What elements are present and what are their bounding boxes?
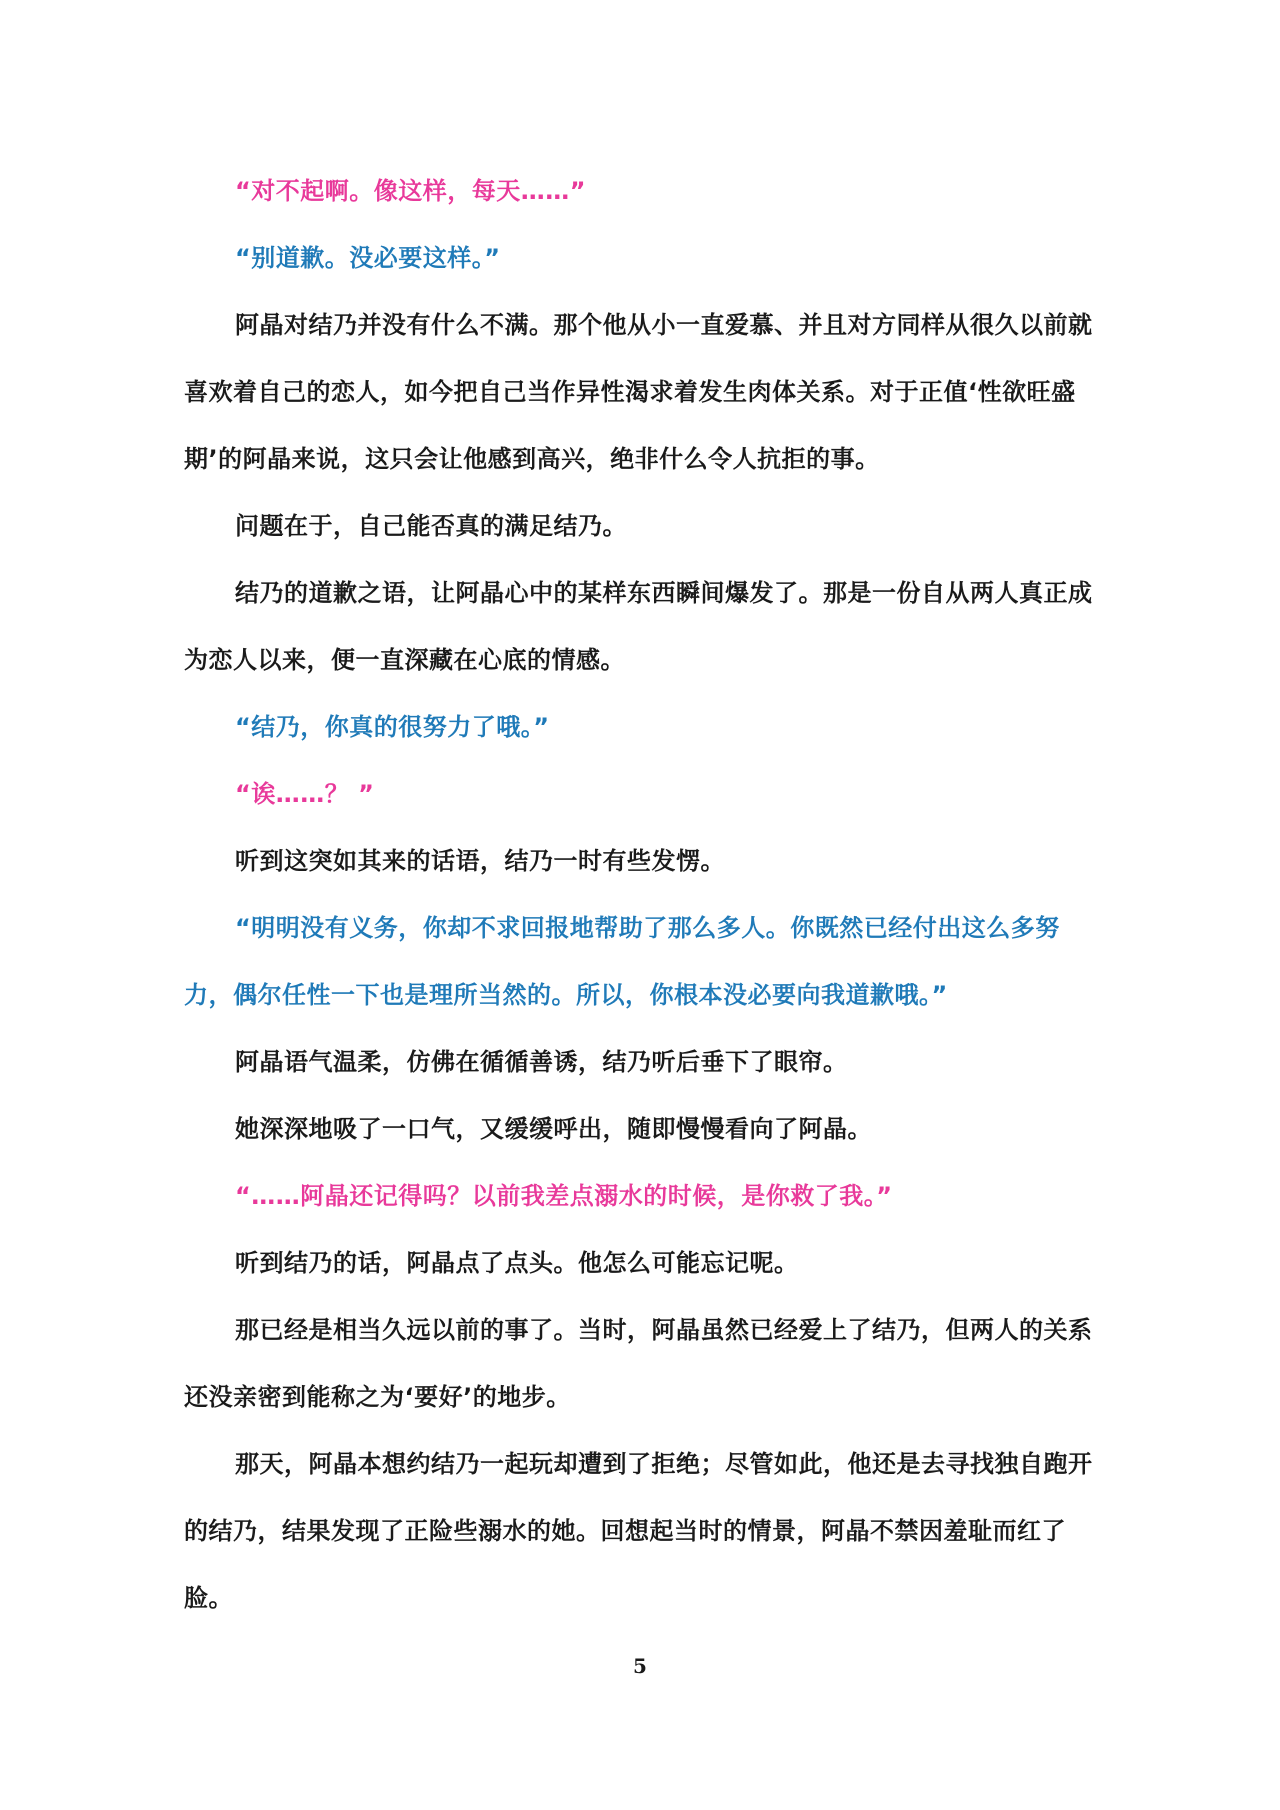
narration-paragraph: 阿晶对结乃并没有什么不满。那个他从小一直爱慕、并且对方同样从很久以前就喜欢着自己的恋人，如今把自己当作异性渴求着发生肉体关系。对于正值‘性欲旺盛期’的阿晶来说，这只会让他感到高兴，绝非什么令人抗拒的事。 — [184, 311, 1093, 473]
narration-paragraph: 听到结乃的话，阿晶点了点头。他怎么可能忘记呢。 — [235, 1249, 799, 1277]
narration-paragraph: 结乃的道歉之语，让阿晶心中的某样东西瞬间爆发了。那是一份自从两人真正成为恋人以来，便一直深藏在心底的情感。 — [184, 579, 1093, 674]
narration-paragraph: 那已经是相当久远以前的事了。当时，阿晶虽然已经爱上了结乃，但两人的关系还没亲密到能称之为‘要好’的地步。 — [184, 1316, 1093, 1411]
dialogue-akira-reassurance: “明明没有义务，你却不求回报地帮助了那么多人。你既然已经付出这么多努力，偶尔任性一下也是理所当然的。所以，你根本没必要向我道歉哦。” — [184, 914, 1060, 1009]
dialogue-akira-praise: “结乃，你真的很努力了哦。” — [235, 713, 550, 741]
page-number: 5 — [633, 1654, 647, 1678]
narration-paragraph: 问题在于，自己能否真的满足结乃。 — [235, 512, 627, 540]
narration-paragraph: 那天，阿晶本想约结乃一起玩却遭到了拒绝；尽管如此，他还是去寻找独自跑开的结乃，结果发现了正险些溺水的她。回想起当时的情景，阿晶不禁因羞耻而红了脸。 — [184, 1450, 1093, 1612]
dialogue-akira-no-apology: “别道歉。没必要这样。” — [235, 244, 501, 272]
dialogue-yuno-memory: “……阿晶还记得吗？以前我差点溺水的时候，是你救了我。” — [235, 1182, 893, 1210]
narration-paragraph: 她深深地吸了一口气，又缓缓呼出，随即慢慢看向了阿晶。 — [235, 1115, 872, 1143]
narration-paragraph: 听到这突如其来的话语，结乃一时有些发愣。 — [235, 847, 725, 875]
dialogue-yuno-apology: “对不起啊。像这样，每天……” — [235, 177, 587, 205]
narration-paragraph: 阿晶语气温柔，仿佛在循循善诱，结乃听后垂下了眼帘。 — [235, 1048, 848, 1076]
body-text — [184, 158, 1104, 1632]
dialogue-yuno-surprise: “诶……？ ” — [235, 780, 375, 808]
